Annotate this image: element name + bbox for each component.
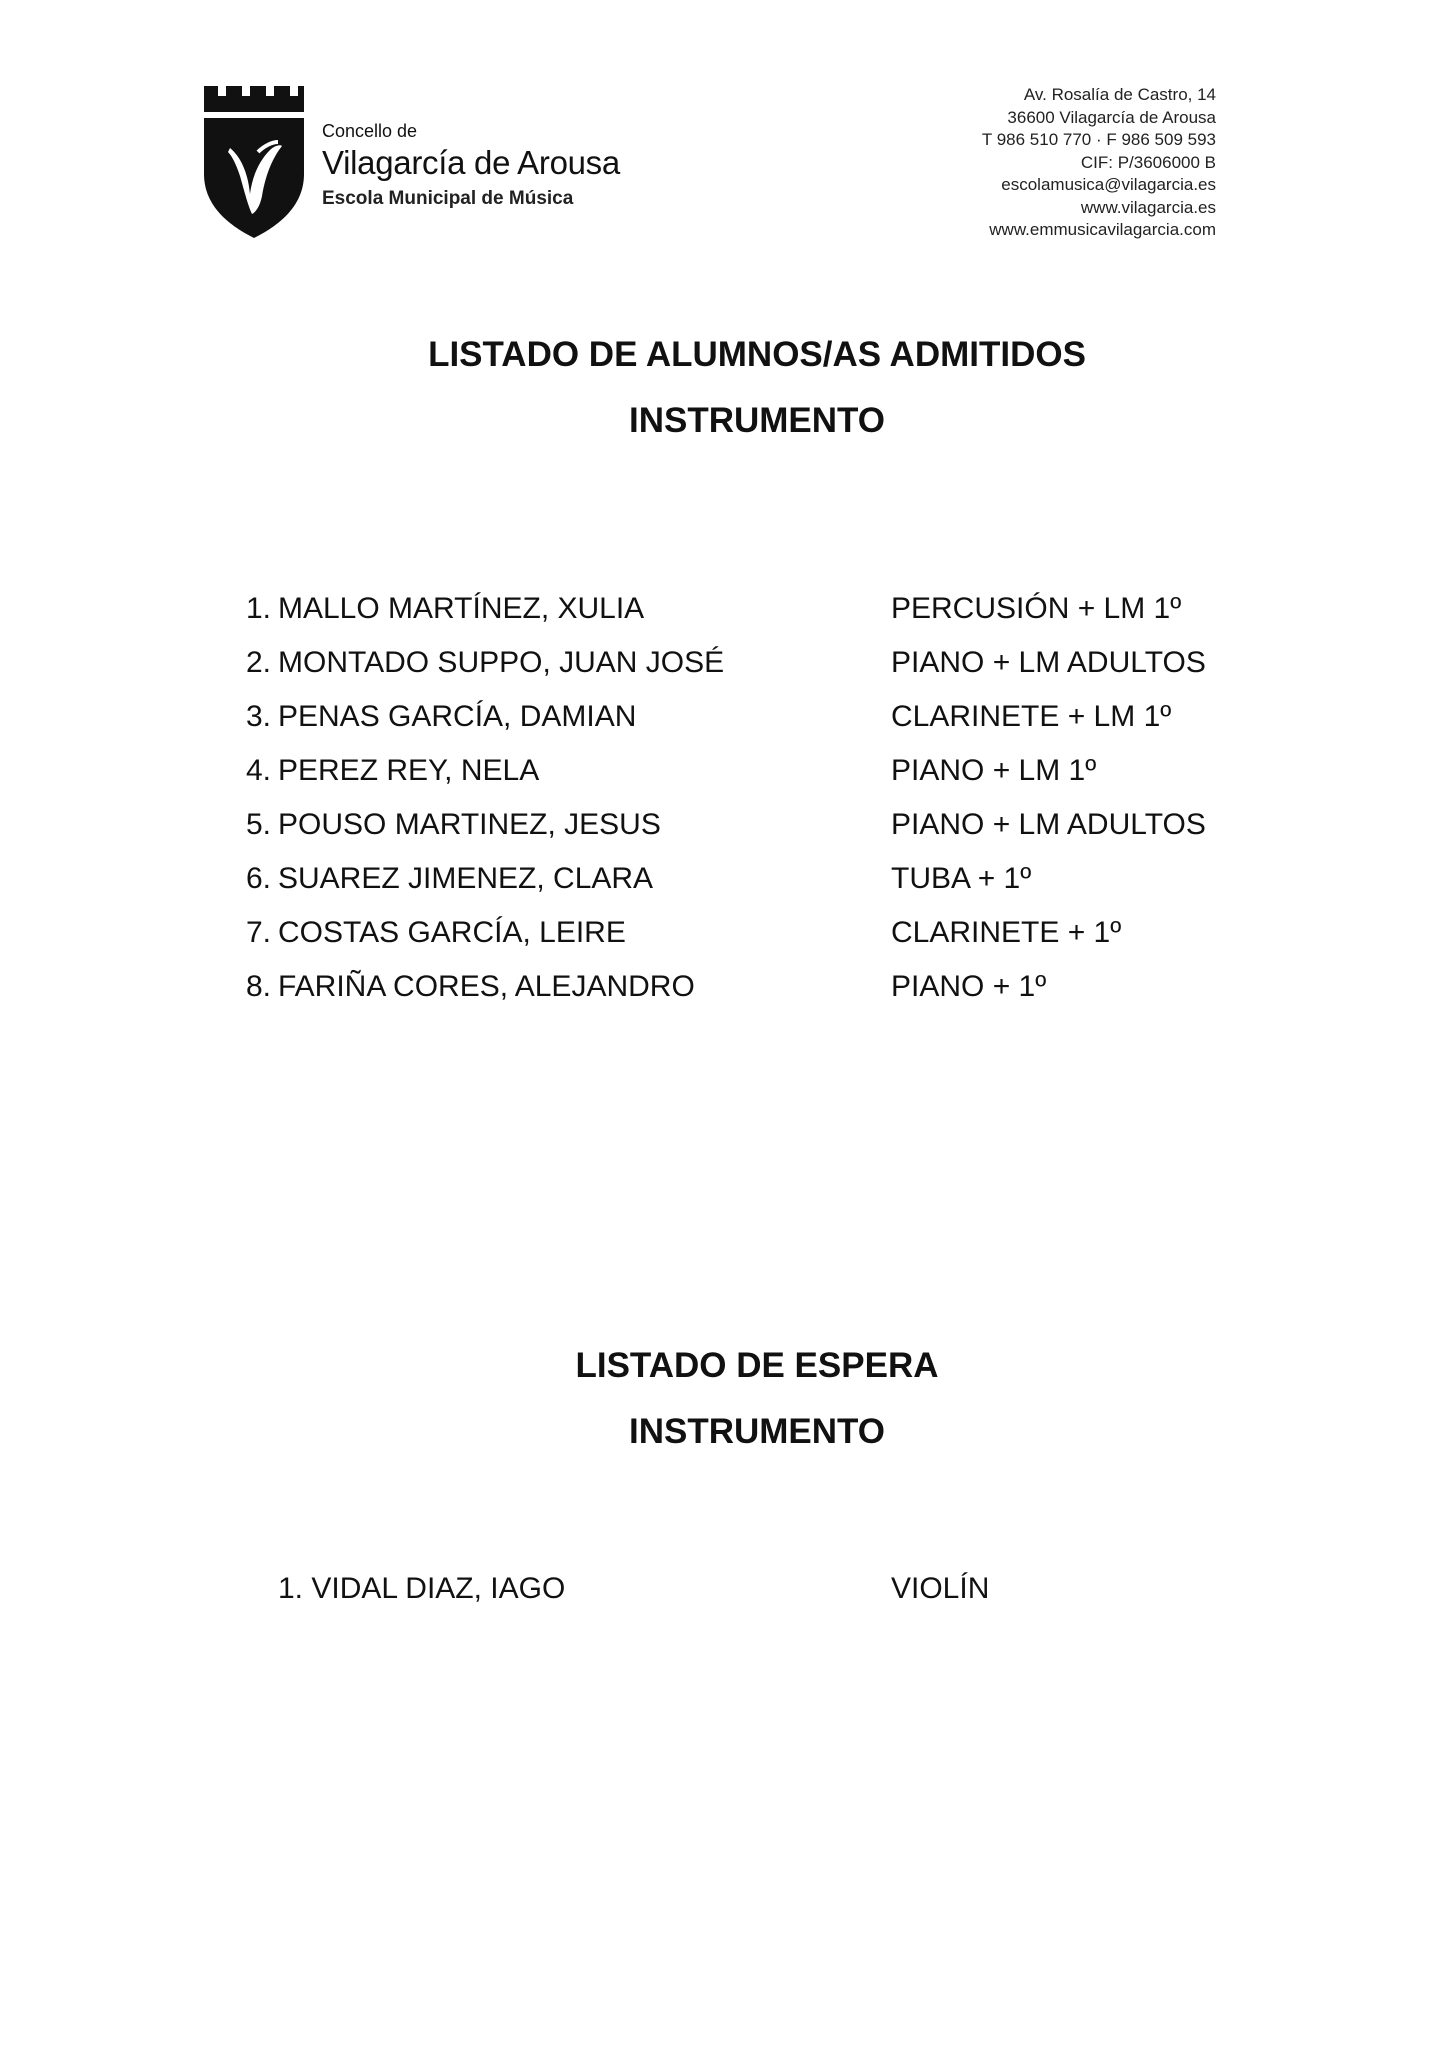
organization-name bbox=[322, 122, 620, 208]
item-number: 7. bbox=[246, 916, 272, 949]
item-number: 2. bbox=[246, 646, 272, 679]
student-instrument: PIANO + LM ADULTOS bbox=[891, 646, 1206, 679]
student-name: POUSO MARTINEZ, JESUS bbox=[278, 808, 661, 841]
student-name: MALLO MARTÍNEZ, XULIA bbox=[278, 592, 645, 625]
student-name: PEREZ REY, NELA bbox=[278, 754, 540, 787]
student-name: FARIÑA CORES, ALEJANDRO bbox=[278, 970, 695, 1003]
item-number: 3. bbox=[246, 700, 272, 733]
admitted-subtitle: INSTRUMENTO bbox=[628, 401, 886, 440]
student-instrument: TUBA + 1º bbox=[891, 862, 1032, 895]
postal-line: 36600 Vilagarcía de Arousa bbox=[1007, 107, 1216, 127]
item-number: 4. bbox=[246, 754, 272, 787]
waiting-entry-number-and-name bbox=[278, 1572, 565, 1606]
item-number: 5. bbox=[246, 808, 272, 841]
admitted-title: LISTADO DE ALUMNOS/AS ADMITIDOS bbox=[428, 335, 1086, 374]
student-name: VIDAL DIAZ, IAGO bbox=[311, 1572, 566, 1605]
org-line-1: Concello de bbox=[322, 121, 418, 141]
website-line-2: www.emmusicavilagarcia.com bbox=[989, 220, 1216, 239]
student-instrument: VIOLÍN bbox=[891, 1572, 990, 1605]
address-line: Av. Rosalía de Castro, 14 bbox=[1023, 85, 1216, 104]
student-name: COSTAS GARCÍA, LEIRE bbox=[278, 916, 626, 949]
item-number: 6. bbox=[246, 862, 272, 895]
contact-block bbox=[982, 84, 1216, 242]
org-line-2: Vilagarcía de Arousa bbox=[322, 144, 620, 181]
item-number: 8. bbox=[246, 970, 272, 1003]
student-instrument: PERCUSIÓN + LM 1º bbox=[891, 592, 1182, 625]
student-instrument: PIANO + 1º bbox=[891, 970, 1047, 1003]
vilagarcia-shield-logo bbox=[200, 86, 308, 238]
waiting-title: LISTADO DE ESPERA bbox=[575, 1346, 939, 1385]
student-name: MONTADO SUPPO, JUAN JOSÉ bbox=[278, 646, 725, 679]
website-line: www.vilagarcia.es bbox=[1080, 197, 1216, 217]
student-instrument: CLARINETE + 1º bbox=[891, 916, 1122, 949]
student-name: PENAS GARCÍA, DAMIAN bbox=[278, 700, 637, 733]
email-line: escolamusica@vilagarcia.es bbox=[1001, 175, 1216, 194]
phone-line: T 986 510 770 · F 986 509 593 bbox=[981, 130, 1216, 149]
student-instrument: PIANO + LM 1º bbox=[891, 754, 1097, 787]
item-number: 1. bbox=[278, 1572, 304, 1605]
cif-line: CIF: P/3606000 B bbox=[1080, 152, 1216, 172]
student-name: SUAREZ JIMENEZ, CLARA bbox=[278, 862, 654, 895]
org-line-3: Escola Municipal de Música bbox=[322, 188, 574, 209]
student-instrument: CLARINETE + LM 1º bbox=[891, 700, 1172, 733]
student-instrument: PIANO + LM ADULTOS bbox=[891, 808, 1206, 841]
item-number: 1. bbox=[246, 592, 272, 625]
waiting-subtitle: INSTRUMENTO bbox=[628, 1412, 886, 1451]
